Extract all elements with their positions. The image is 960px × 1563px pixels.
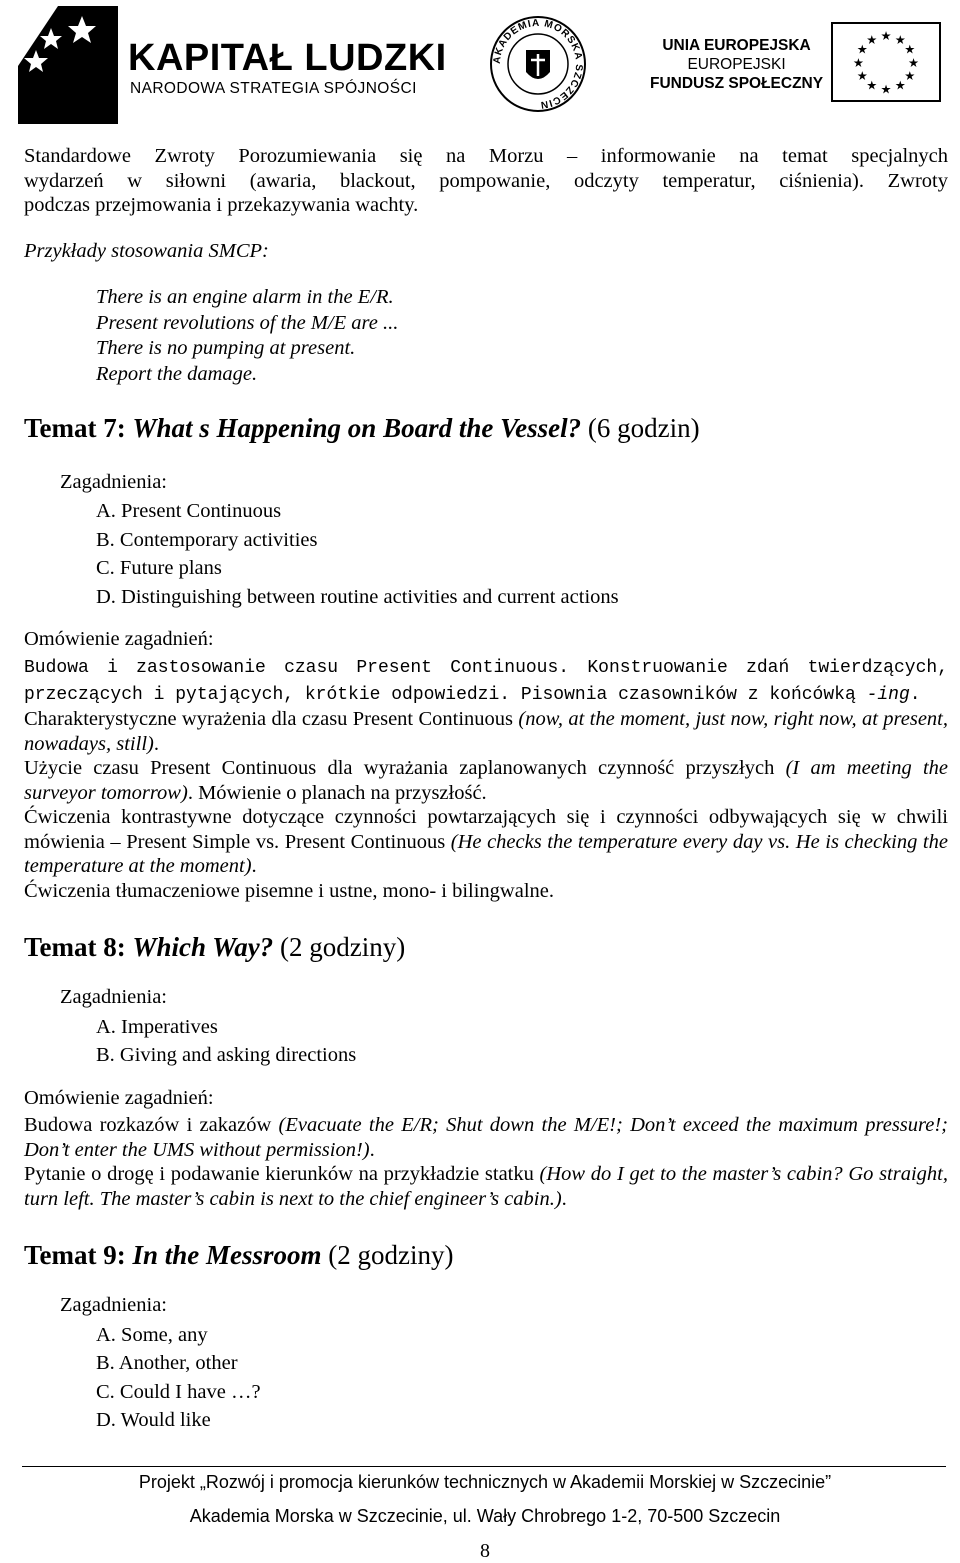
svg-text:★: ★ (856, 42, 868, 57)
topic-7-title: What s Happening on Board the Vessel? (132, 412, 582, 443)
akademia-morska-seal (488, 14, 588, 114)
footer-address: Akademia Morska w Szczecinie, ul. Wały Chrobrego 1-2, 70-500 Szczecin (189, 1506, 781, 1526)
topic-9-title: In the Messroom (132, 1240, 322, 1271)
topic-8-heading (24, 931, 948, 963)
list-item: A. Imperatives (96, 1015, 218, 1038)
topic-8-paragraph-2: Pytanie o drogę i podawanie kierunków na przykładzie statku (How do I get to the master’s cabin? Go straight, turn left. The master’s cabin is next to the chief engineer’s cabin.). (24, 1163, 948, 1210)
smcp-examples (24, 285, 948, 388)
svg-text:★: ★ (904, 69, 916, 84)
topic-9-items (24, 1321, 948, 1435)
footer-divider (22, 1466, 946, 1467)
topic-9-heading (24, 1239, 948, 1271)
topic-7-zagadnienia-label: Zagadnienia: (60, 470, 168, 493)
topic-7-paragraph-4: Ćwiczenia kontrastywne dotyczące czynności powtarzających się i czynności odbywających się w chwili mówienia – Present Simple vs. Present Continuous (He checks the temperature every day vs. He is checking the temperature at the moment). (24, 806, 948, 878)
svg-text:★: ★ (908, 55, 920, 70)
topic-8-omowienie-label: Omówienie zagadnień: (24, 1086, 214, 1109)
list-item: D. Distinguishing between routine activities and current actions (96, 585, 619, 608)
eu-line-1: UNIA EUROPEJSKA (662, 37, 811, 54)
svg-text:★: ★ (866, 32, 878, 47)
eu-line-2: EUROPEJSKI (687, 56, 786, 73)
svg-text:★: ★ (880, 82, 892, 97)
topic-7-hours: (6 godzin) (581, 412, 700, 443)
smcp-example: Present revolutions of the M/E are ... (96, 311, 399, 334)
page-number: 8 (480, 1540, 490, 1562)
topic-7-omowienie-label: Omówienie zagadnień: (24, 627, 214, 650)
kapital-ludzki-subtitle: NARODOWA STRATEGIA SPÓJNOŚCI (130, 80, 417, 97)
topic-8-items (24, 1013, 948, 1070)
eu-flag-icon (831, 22, 941, 102)
topic-7-paragraph-3: Użycie czasu Present Continuous dla wyrażania zaplanowanych czynność przyszłych (I am meeting the surveyor tomorrow). Mówienie o planach na przyszłość. (24, 757, 949, 804)
svg-text:★: ★ (894, 32, 906, 47)
topic-7-heading (24, 412, 948, 444)
svg-text:★: ★ (904, 42, 916, 57)
topic-8-prefix: Temat 8: (24, 932, 133, 963)
topic-8-zagadnienia-label: Zagadnienia: (60, 986, 168, 1009)
svg-text:★: ★ (894, 78, 906, 93)
smcp-examples-label: Przykłady stosowania SMCP: (24, 239, 269, 262)
list-item: A. Present Continuous (96, 500, 282, 523)
list-item: B. Contemporary activities (96, 528, 318, 551)
document-body (24, 144, 948, 1434)
topic-9-hours: (2 godziny) (321, 1240, 454, 1271)
svg-text:★: ★ (852, 55, 864, 70)
page-header (0, 0, 960, 130)
list-item: B. Giving and asking directions (96, 1044, 357, 1067)
list-item: C. Future plans (96, 557, 222, 580)
svg-text:★: ★ (880, 29, 892, 44)
list-item: B. Another, other (96, 1352, 238, 1375)
svg-text:★: ★ (866, 78, 878, 93)
list-item: D. Would like (96, 1408, 211, 1431)
eu-line-3: FUNDUSZ SPOŁECZNY (650, 75, 824, 92)
intro-line-3: podczas przejmowania i przekazywania wachty. (24, 194, 419, 216)
topic-9-zagadnienia-label: Zagadnienia: (60, 1294, 168, 1317)
eu-text-block (650, 36, 823, 93)
footer-project: Projekt „Rozwój i promocja kierunków technicznych w Akademii Morskiej w Szczecinie” (138, 1472, 832, 1492)
topic-7-paragraph-5: Ćwiczenia tłumaczeniowe pisemne i ustne, mono- i bilingwalne. (24, 879, 555, 902)
topic-7-paragraph-1: Budowa i zastosowanie czasu Present Continuous. Konstruowanie zdań twierdzących, przeczących i pytających, krótkie odpowiedzi. Pisownia czasowników z końcówką -ing. (24, 658, 948, 705)
topic-7-paragraph-2: Charakterystyczne wyrażenia dla czasu Present Continuous (now, at the moment, just now, right now, at present, nowadays, still). (24, 708, 948, 755)
topic-8-paragraph-1: Budowa rozkazów i zakazów (Evacuate the E/R; Shut down the M/E!; Don’t exceed the maximum pressure!; Don’t enter the UMS without permission!). (24, 1114, 948, 1161)
topic-8-hours: (2 godziny) (273, 932, 406, 963)
intro-line-1: Standardowe Zwroty Porozumiewania się na Morzu – informowanie na temat specjalnych (24, 145, 948, 167)
smcp-example: There is an engine alarm in the E/R. (96, 286, 394, 308)
smcp-example: There is no pumping at present. (96, 337, 356, 360)
list-item: A. Some, any (96, 1323, 208, 1346)
topic-8-title: Which Way? (132, 932, 274, 963)
list-item: C. Could I have …? (96, 1380, 261, 1403)
topic-7-items (24, 497, 948, 611)
kapital-ludzki-logo (18, 6, 118, 124)
smcp-example: Report the damage. (96, 363, 258, 386)
topic-7-prefix: Temat 7: (24, 412, 133, 443)
intro-line-2: wydarzeń w siłowni (awaria, blackout, pompowanie, odczyty temperatur, ciśnienia). Zwroty (24, 169, 948, 192)
svg-text:★: ★ (856, 69, 868, 84)
topic-9-prefix: Temat 9: (24, 1240, 133, 1271)
kapital-ludzki-title: KAPITAŁ LUDZKI (128, 37, 447, 79)
seal-text: AKADEMIA MORSKA SZCZECIN (491, 17, 585, 111)
